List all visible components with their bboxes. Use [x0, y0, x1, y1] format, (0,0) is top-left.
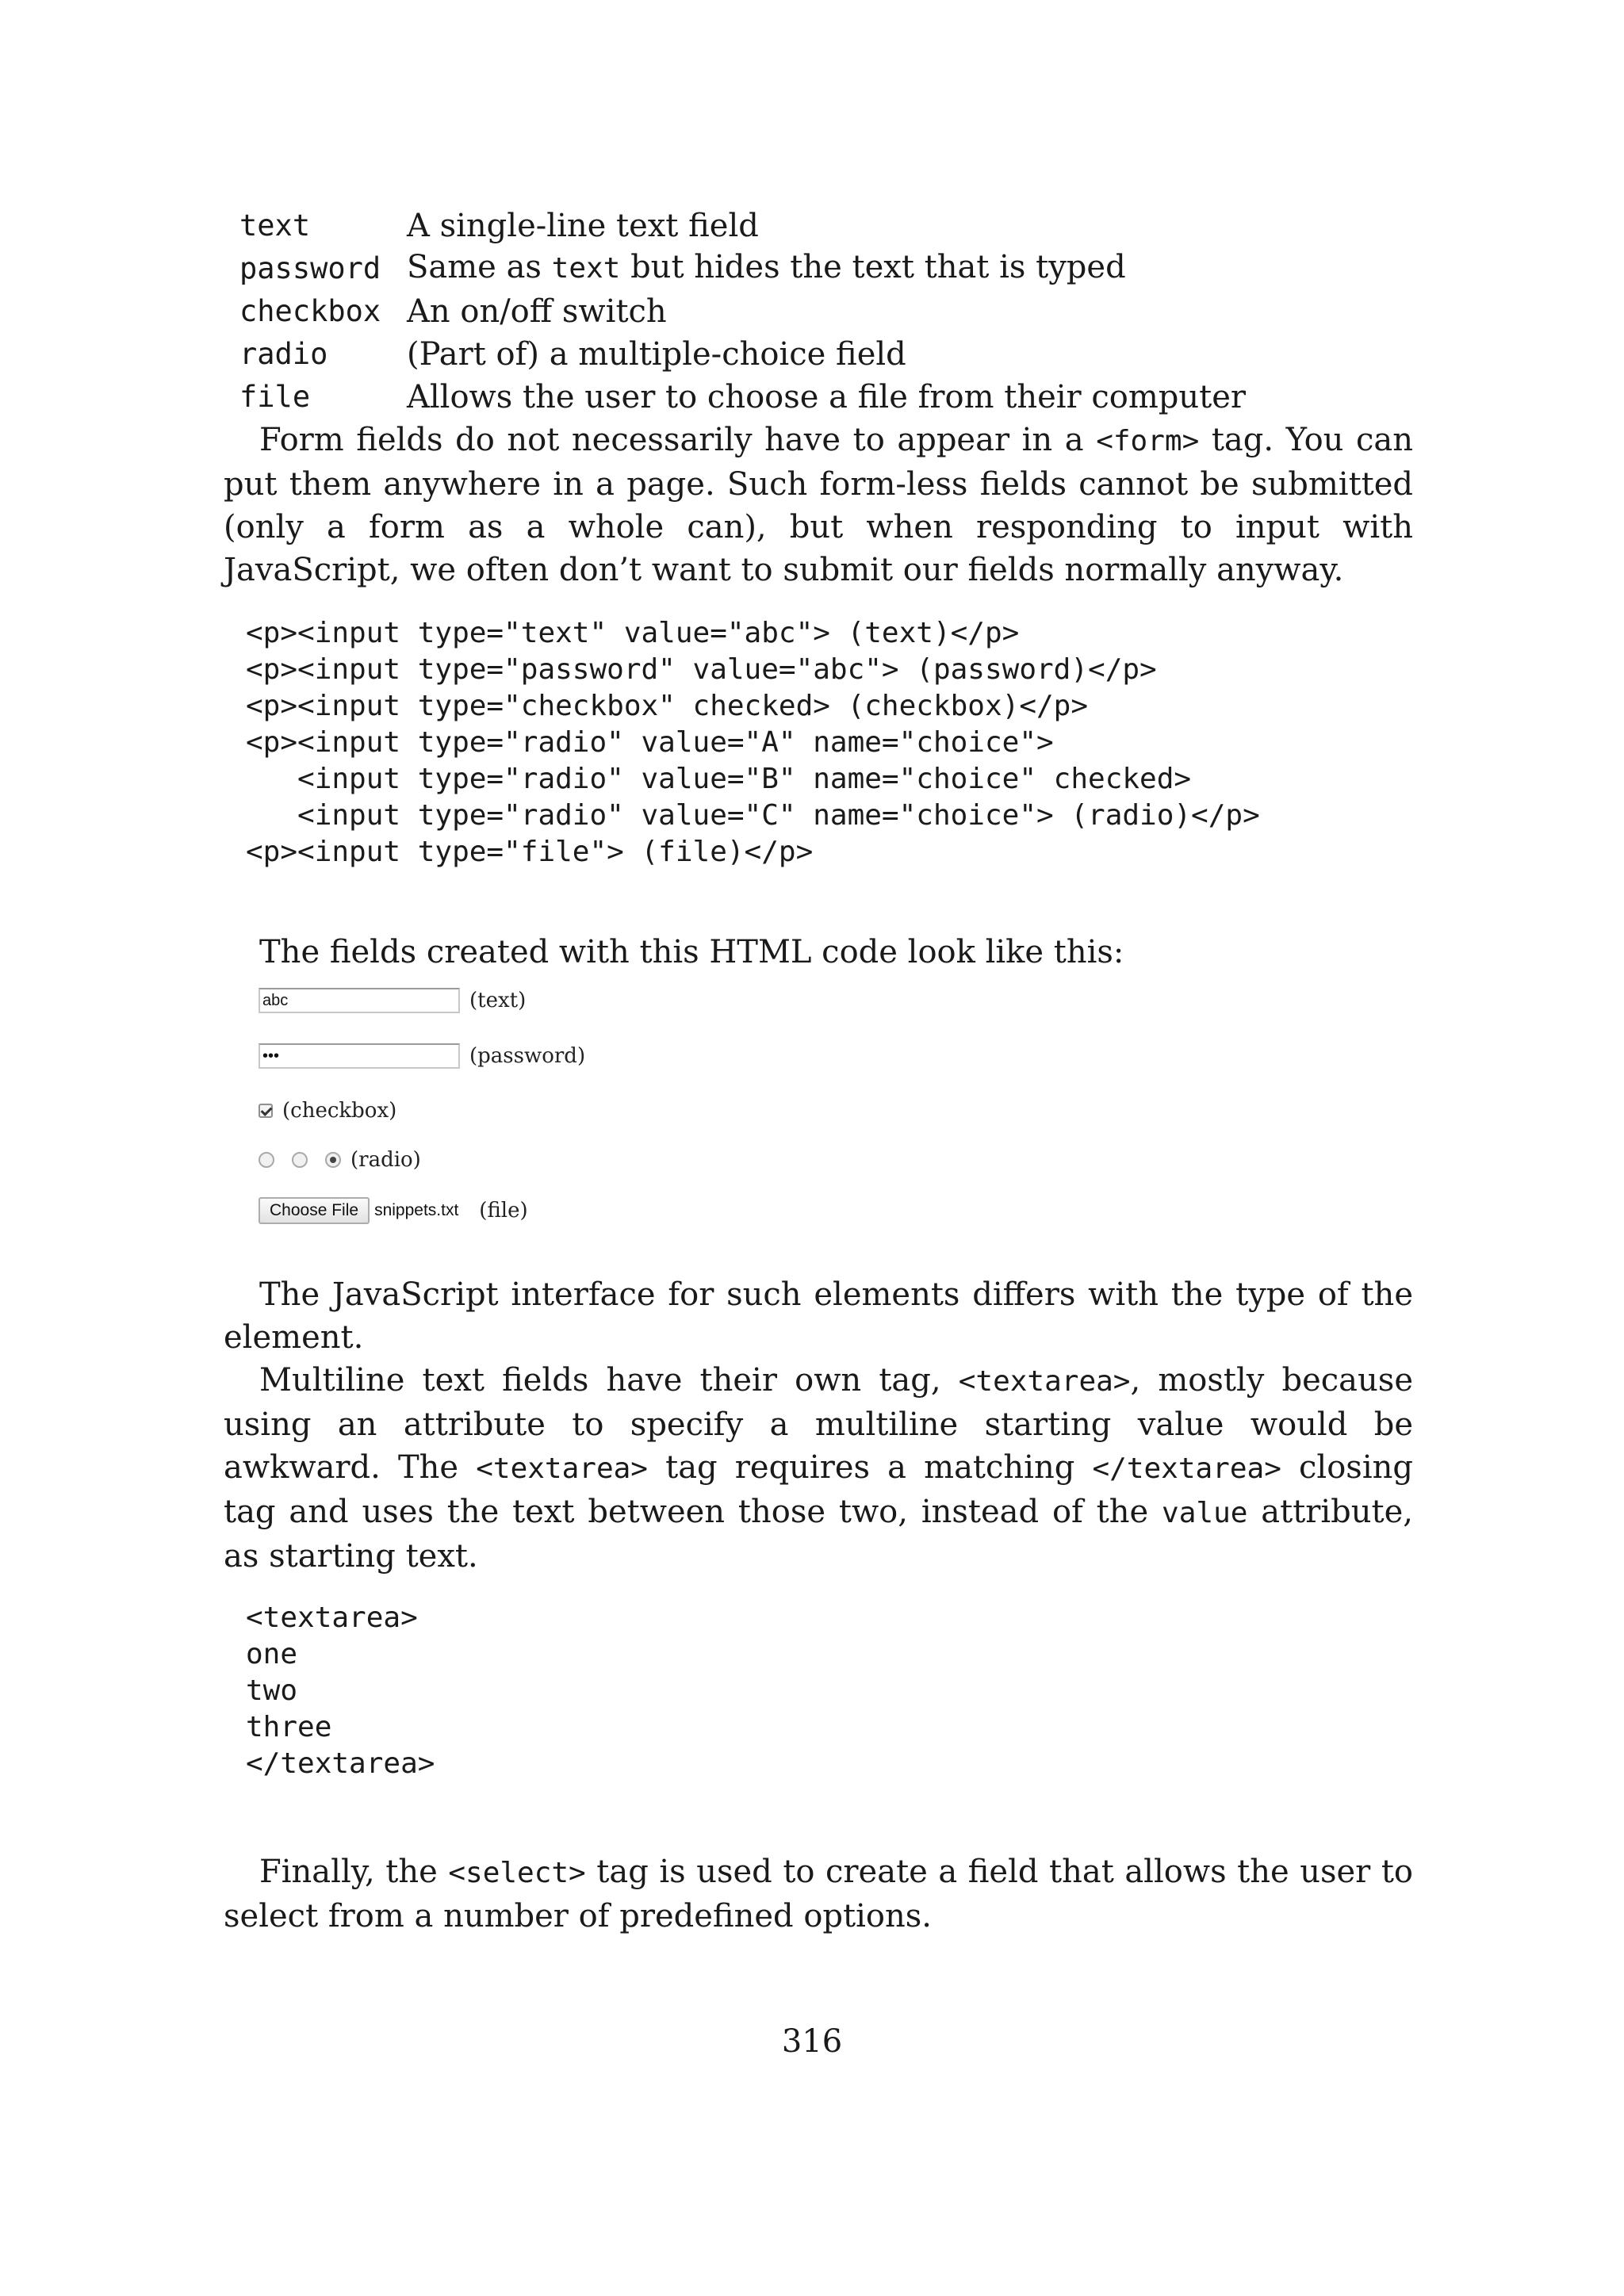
demo-file-label: (file)	[479, 1199, 528, 1223]
page-number: 316	[781, 2023, 843, 2060]
demo-file-row	[259, 1197, 528, 1224]
page-content	[224, 205, 1413, 1938]
input-type-row	[224, 205, 1413, 247]
input-type-description: A single-line text field	[407, 208, 759, 244]
input-type-row	[224, 290, 1413, 333]
demo-radio-b[interactable]	[292, 1152, 308, 1168]
demo-radio-row	[259, 1148, 421, 1172]
code-block-inputs: <p><input type="text" value="abc"> (text)</p> <p><input type="password" value="abc"> (password)</p> <p><input type="checkbox" checked> (checkbox)</p> <p><input type="radio" value="A" name="choice"> <input type="radio" value="B" name="choice" checked> <input type="radio" value="C" name="choice"> (radio)</p> <p><input type="file"> (file)</p>	[246, 617, 1260, 868]
paragraph-select: Finally, the <select> tag is used to create a field that allows the user to select from a number of predefined options.	[224, 1854, 1413, 1934]
inline-code: <select>	[448, 1857, 586, 1889]
demo-text-label: (text)	[469, 989, 527, 1012]
form-fields-demo	[259, 978, 671, 1223]
demo-text-row	[259, 988, 526, 1013]
inline-code: text	[551, 252, 621, 285]
demo-radio-label: (radio)	[350, 1148, 421, 1172]
inline-code: <form>	[1096, 425, 1200, 457]
inline-code: <textarea>	[958, 1365, 1131, 1398]
demo-text-input[interactable]: abc	[259, 988, 460, 1013]
demo-checkbox-row	[259, 1099, 396, 1123]
demo-radio-c[interactable]	[325, 1152, 341, 1168]
code-block-textarea: <textarea> one two three </textarea>	[246, 1601, 435, 1780]
paragraph-js-interface: The JavaScript interface for such elements differs with the type of the element.	[224, 1276, 1413, 1356]
inline-code: value	[1162, 1497, 1248, 1529]
input-type-description: (Part of) a multiple-choice field	[407, 336, 906, 373]
input-type-description: Allows the user to choose a file from their computer	[407, 379, 1247, 415]
input-type-description: An on/off switch	[407, 293, 667, 330]
paragraph-formless-fields: Form fields do not necessarily have to appear in a <form> tag. You can put them anywhere in a page. Such form-less fields cannot be submitted (only a form as a whole can), but when responding to input with JavaScript, we often don’t want to submit our fields normally anyway.	[224, 422, 1414, 588]
inline-code: <textarea>	[476, 1452, 648, 1485]
demo-password-row	[259, 1043, 585, 1069]
paragraph-textarea: Multiline text fields have their own tag, <textarea>, mostly because using an attribute to specify a multiline starting value would be awkward. The <textarea> tag requires a matching </textarea> closing tag and uses the text between those two, instead of the value attribute, as starting text.	[224, 1362, 1414, 1575]
demo-checkbox-label: (checkbox)	[282, 1099, 397, 1123]
input-type-table	[224, 205, 1413, 419]
input-type-row	[224, 376, 1413, 419]
demo-password-input[interactable]: •••	[259, 1043, 460, 1069]
choose-file-button[interactable]: Choose File	[259, 1197, 370, 1224]
input-type-name: checkbox	[239, 294, 381, 328]
inline-code: </textarea>	[1092, 1452, 1281, 1485]
paragraph-fields-look: The fields created with this HTML code look like this:	[259, 934, 1124, 970]
input-type-name: text	[239, 209, 311, 243]
input-type-name: radio	[239, 337, 328, 371]
demo-checkbox[interactable]	[259, 1104, 273, 1118]
demo-radio-a[interactable]	[259, 1152, 274, 1168]
demo-file-name: snippets.txt	[374, 1201, 459, 1219]
input-type-name: file	[239, 380, 311, 414]
demo-password-label: (password)	[469, 1044, 586, 1068]
input-type-description: Same as text but hides the text that is typed	[407, 249, 1126, 285]
input-type-row	[224, 333, 1413, 376]
input-type-row	[224, 247, 1413, 290]
input-type-name: password	[239, 251, 381, 285]
